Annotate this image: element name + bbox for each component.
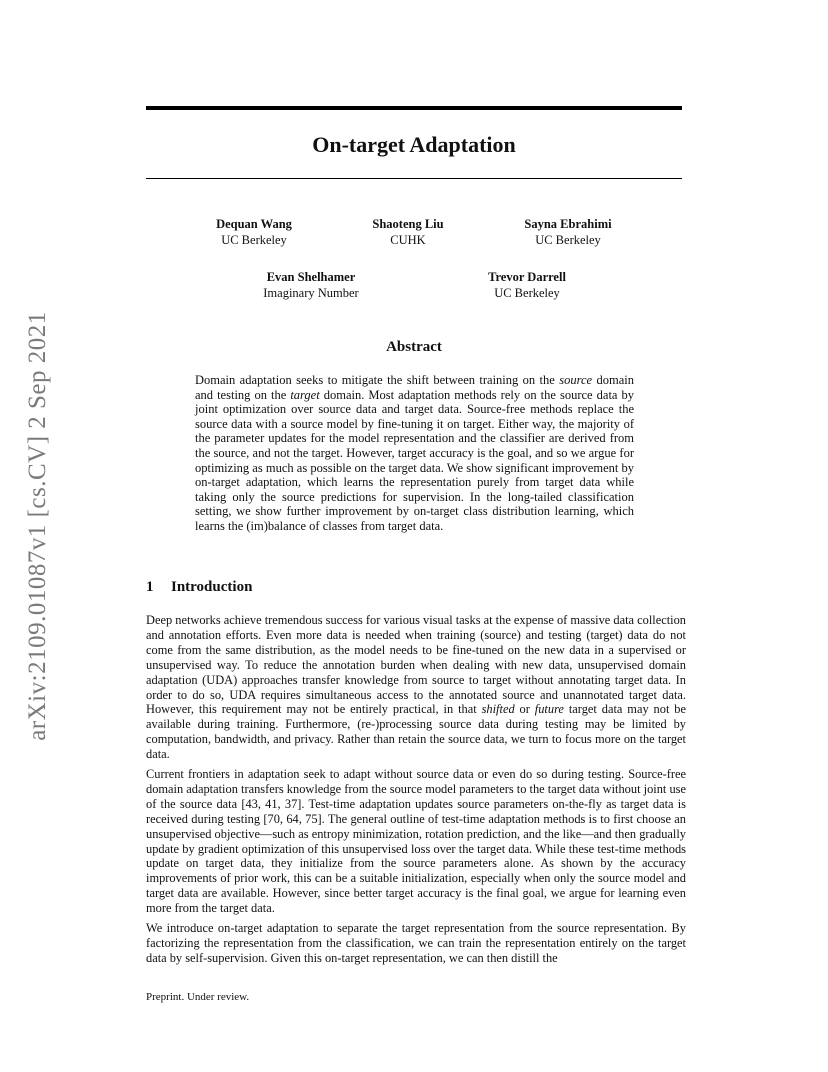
paper-title: On-target Adaptation [312, 132, 516, 157]
preprint-footer: Preprint. Under review. [146, 991, 250, 1003]
author-affiliation: UC Berkeley [535, 233, 601, 247]
author-affiliation: UC Berkeley [494, 286, 560, 300]
abstract-text-span: Domain adaptation seeks to mitigate the shift between training on the [195, 373, 560, 387]
section-number: 1 [146, 579, 154, 595]
section-heading-introduction [146, 577, 682, 597]
abstract-emphasis-source: source [559, 373, 593, 387]
title-bottom-rule [146, 178, 682, 179]
paragraph-text-span: target data may not be available during training. Furthermore, (re-)processing source data during testing may be limited by computation, bandwidth, and privacy. Rather than retain the source data, we turn to focus more on the target data. [146, 702, 686, 762]
author-block [318, 216, 498, 248]
abstract-text [195, 373, 634, 534]
author-block [437, 269, 617, 301]
author-affiliation: Imaginary Number [263, 286, 359, 300]
author-name: Sayna Ebrahimi [524, 217, 612, 231]
author-block [478, 216, 658, 248]
abstract-text-span: domain and testing on the [195, 373, 634, 402]
author-name: Dequan Wang [216, 217, 292, 231]
emphasis-shifted: shifted [481, 702, 515, 717]
author-name: Trevor Darrell [488, 270, 566, 284]
section-title: Introduction [171, 579, 253, 595]
author-affiliation: UC Berkeley [221, 233, 287, 247]
abstract-emphasis-target: target [290, 387, 320, 402]
emphasis-future: future [534, 702, 564, 717]
abstract-text-span: domain. Most adaptation methods rely on the source data by joint optimization over source data and target data. Source-free methods replace the source data with a source model by fine-tuning it on target. Either way, the majority of the parameter updates for the model representation and the classifier are derived from the source, and not the target. However, target accuracy is the goal, and so we argue for optimizing as much as possible on the target data. We show significant improvement by on-target adaptation, which learns the representation purely from target data while taking only the source predictions for supervision. In the long-tailed classification setting, we show further improvement by on-target class distribution learning, which learns the (im)balance of classes from target data. [195, 387, 634, 533]
intro-paragraph-2: Current frontiers in adaptation seek to adapt without source data or even do so during testing. Source-free domain adaptation transfers knowledge from the source model parameters to the target data without joint use of the source data [43, 41, 37]. Test-time adaptation updates source parameters on-the-fly as target data is received during testing [70, 64, 75]. The general outline of test-time adaptation methods is to first choose an unsupervised objective—such as entropy minimization, rotation prediction, and the like—and then gradually update by gradient optimization of this unsupervised loss over the target data. While these test-time methods update on target data, they initialize from the source parameters alone. As shown by the accuracy improvements of prior work, this can be a suitable initialization, especially when only the source model and target data are available. However, since better target accuracy is the final goal, we argue for learning even more from the target data. [146, 767, 686, 916]
paragraph-text-span: or [514, 702, 535, 717]
abstract-heading: Abstract [386, 339, 442, 355]
author-name: Evan Shelhamer [266, 270, 356, 284]
author-block [164, 216, 344, 248]
author-block [221, 269, 401, 301]
title-top-rule [146, 106, 682, 110]
arxiv-identifier-text: arXiv:2109.01087v1 [cs.CV] 2 Sep 2021 [24, 311, 51, 741]
author-affiliation: CUHK [390, 233, 426, 247]
paragraph-text-span: Deep networks achieve tremendous success for various visual tasks at the expense of massive data collection and annotation efforts. Even more data is needed when training (source) and testing (target) data do not come from the same distribution, as the model needs to be fine-tuned on the new data in a supervised or unsupervised way. To reduce the annotation burden when dealing with new data, unsupervised domain adaptation (UDA) approaches transfer knowledge from source to target without annotating target data. In order to do so, UDA requires simultaneous access to the annotated source and unannotated target data. However, this requirement may not be entirely practical, in that [146, 613, 686, 717]
intro-paragraph-3: We introduce on-target adaptation to separate the target representation from the source representation. By factorizing the representation from the classification, we can train the representation entirely on the target data by self-supervision. Given this on-target representation, we can then distill the [146, 921, 686, 965]
intro-paragraph-1 [146, 613, 686, 762]
author-name: Shaoteng Liu [372, 217, 444, 231]
